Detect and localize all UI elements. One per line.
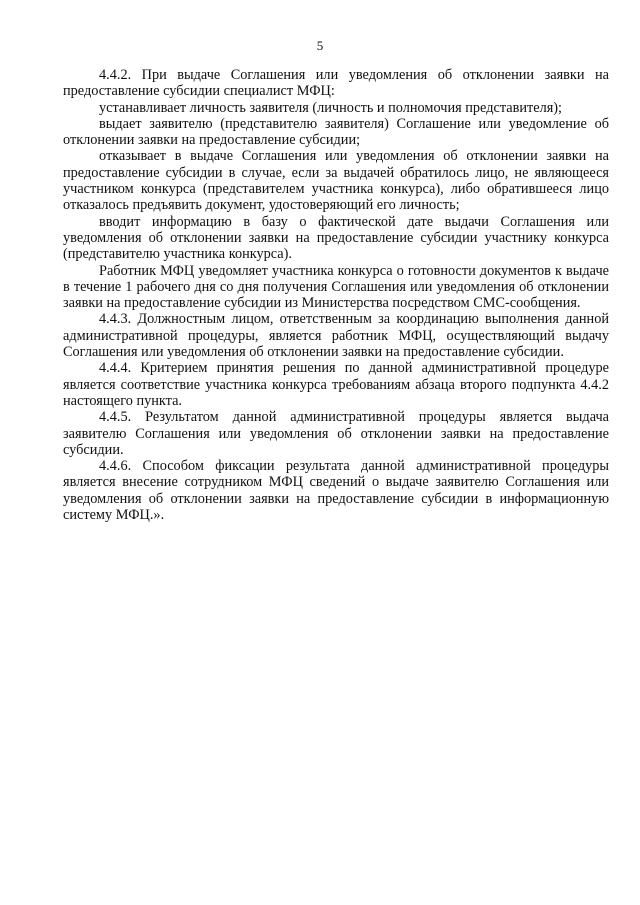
paragraph-identify-applicant: устанавливает личность заявителя (личность и полномочия представителя); [99,99,563,116]
paragraph-issue-agreement: выдает заявителю (представителю заявителя) Соглашение или уведомление об отклонении заявки на предоставление субсидии; [63,115,609,149]
paragraph-enter-info: вводит информацию в базу о фактической дате выдачи Соглашения или уведомления об отклонении заявки на предоставление субсидии участнику конкурса (представителю участника конкурса). [63,213,609,263]
paragraph-notify-sms: Работник МФЦ уведомляет участника конкурса о готовности документов к выдаче в течение 1 рабочего дня со дня получения Соглашения или уведомления об отклонении заявки на предоставление субсидии из Министерства посредством СМС-сообщения. [63,262,609,312]
paragraph-4-4-5: 4.4.5. Результатом данной административной процедуры является выдача заявителю Соглашения или уведомления об отклонении заявки на предоставление субсидии. [63,409,609,458]
paragraph-4-4-3: 4.4.3. Должностным лицом, ответственным за координацию выполнения данной административной процедуры, является работник МФЦ, осуществляющий выдачу Соглашения или уведомления об отклонении заявки на предоставление субсидии. [63,311,609,361]
page-number: 5 [316,38,324,53]
document-body [63,67,609,523]
paragraph-4-4-2: 4.4.2. При выдаче Соглашения или уведомления об отклонении заявки на предоставление субсидии специалист МФЦ: [63,67,609,100]
paragraph-4-4-4: 4.4.4. Критерием принятия решения по данной административной процедуре является соответствие участника конкурса требованиям абзаца второго подпункта 4.4.2 настоящего пункта. [63,360,609,409]
paragraph-refuse-issue: отказывает в выдаче Соглашения или уведомления об отклонении заявки на предоставление субсидии в случае, если за выдачей обратилось лицо, не являющееся участником конкурса (представителем участника конкурса), либо обратившееся лицо отказалось предъявить документ, удостоверяющий его личность; [63,148,609,214]
paragraph-4-4-6: 4.4.6. Способом фиксации результата данной административной процедуры является внесение сотрудником МФЦ сведений о выдаче заявителю Соглашения или уведомления об отклонении заявки на предоставление субсидии в информационную систему МФЦ.». [63,458,609,524]
